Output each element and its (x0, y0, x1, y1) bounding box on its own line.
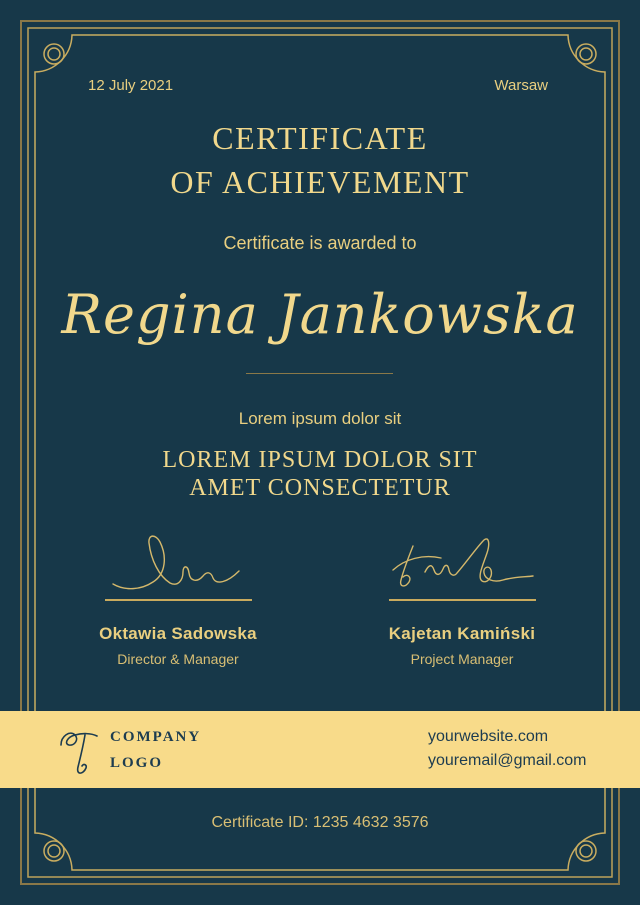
contact-block (428, 725, 587, 773)
signature-left-icon (103, 526, 253, 598)
subtitle: Lorem ipsum dolor sit (238, 409, 402, 428)
website-text: yourwebsite.com (428, 728, 549, 745)
email-text: youremail@gmail.com (428, 752, 587, 769)
title-line-1: CERTIFICATE (212, 120, 428, 156)
signatory-role: Project Manager (410, 651, 514, 667)
description (0, 446, 640, 502)
signatory-left (78, 526, 278, 667)
signatory-right (362, 526, 562, 667)
signature-line-right (389, 599, 536, 601)
signatory-name: Oktawia Sadowska (99, 624, 257, 643)
company-name (110, 724, 201, 776)
certificate-title (0, 116, 640, 204)
corner-ornament-top-right (576, 44, 596, 64)
recipient-name: Regina Jankowska (61, 283, 579, 346)
corner-ornament-bottom-right (576, 841, 596, 861)
signatory-role: Director & Manager (117, 651, 239, 667)
footer-banner (0, 711, 640, 788)
corner-ornament-top-left (44, 44, 64, 64)
awarded-to-label: Certificate is awarded to (223, 233, 417, 253)
corner-ornament-bottom-left (44, 841, 64, 861)
date-location-row (88, 77, 548, 94)
certificate-id: Certificate ID: 1235 4632 3576 (211, 814, 429, 831)
company-logo-icon (58, 725, 100, 777)
signatory-name: Kajetan Kamiński (388, 624, 536, 643)
company-name-line-1: COMPANY (110, 729, 202, 745)
signature-line-left (105, 599, 252, 601)
company-name-line-2: LOGO (110, 755, 164, 771)
name-divider-line (246, 373, 393, 374)
title-line-2: OF ACHIEVEMENT (170, 164, 470, 200)
issue-date: 12 July 2021 (88, 77, 174, 94)
signature-right-icon (387, 526, 537, 598)
description-line-1: LOREM IPSUM DOLOR SIT (162, 447, 478, 473)
description-line-2: AMET CONSECTETUR (189, 475, 451, 501)
issue-location: Warsaw (494, 77, 548, 94)
signatures-row (0, 526, 640, 667)
